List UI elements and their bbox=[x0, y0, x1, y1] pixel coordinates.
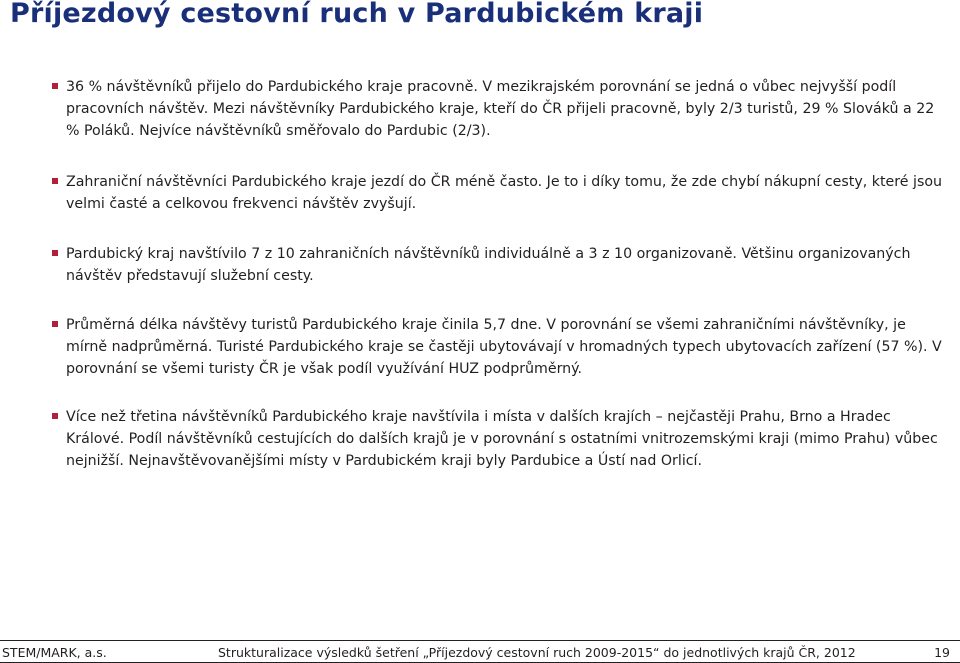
bullet-text: Zahraniční návštěvníci Pardubického kraje jezdí do ČR méně často. Je to i díky tomu, že zde chybí nákupní cesty, které jsou velmi časté a celkovou frekvenci návštěv zvyšují. bbox=[66, 174, 943, 212]
bullet-text: 36 % návštěvníků přijelo do Pardubického kraje pracovně. V mezikrajském porovnání se jedná o vůbec nejvyšší podíl pracovních návštěv. Mezi návštěvníky Pardubického kraje, kteří do ČR přijeli pracovně, byly 2/3 turistů, 29 % Slováků a 22 % Poláků. Nejvíce návštěvníků směřovalo do Pardubic (2/3). bbox=[66, 79, 935, 139]
bullet-item-other-regions bbox=[66, 406, 948, 472]
bullet-item-stay-length bbox=[66, 314, 948, 380]
bullet-square-icon bbox=[52, 250, 58, 256]
footer-report-title: Strukturalizace výsledků šetření „Příjezdový cestovní ruch 2009-2015“ do jednotlivých krajů ČR, 2012 bbox=[218, 645, 856, 660]
page-title: Příjezdový cestovní ruch v Pardubickém kraji bbox=[10, 0, 704, 29]
footer-divider bbox=[0, 640, 960, 641]
bullet-item-visit-frequency bbox=[66, 171, 948, 215]
bullet-text: Více než třetina návštěvníků Pardubického kraje navštívila i místa v dalších krajích – nejčastěji Prahu, Brno a Hradec Králové. Podíl návštěvníků cestujících do dalších krajů je v porovnání s ostatními vnitrozemskými kraji (mimo Prahu) vůbec nejnižší. Nejnavštěvovanějšími místy v Pardubickém kraji byly Pardubice a Ústí nad Orlicí. bbox=[66, 409, 938, 469]
bullet-square-icon bbox=[52, 178, 58, 184]
bullet-item-individual-visits bbox=[66, 243, 948, 287]
page-number: 19 bbox=[934, 645, 950, 660]
bullet-square-icon bbox=[52, 413, 58, 419]
bullet-square-icon bbox=[52, 83, 58, 89]
bullet-text: Pardubický kraj navštívilo 7 z 10 zahraničních návštěvníků individuálně a 3 z 10 organizovaně. Většinu organizovaných návštěv představují služební cesty. bbox=[66, 246, 911, 284]
footer-organization: STEM/MARK, a.s. bbox=[2, 645, 107, 660]
bullet-text: Průměrná délka návštěvy turistů Pardubického kraje činila 5,7 dne. V porovnání se všemi zahraničními návštěvníky, je mírně nadprůměrná. Turisté Pardubického kraje se častěji ubytovávají v hromadných typech ubytovacích zařízení (57 %). V porovnání se všemi turisty ČR je však podíl využívání HUZ podprůměrný. bbox=[66, 317, 942, 377]
bullet-square-icon bbox=[52, 321, 58, 327]
bullet-item-work-visits bbox=[66, 76, 948, 142]
